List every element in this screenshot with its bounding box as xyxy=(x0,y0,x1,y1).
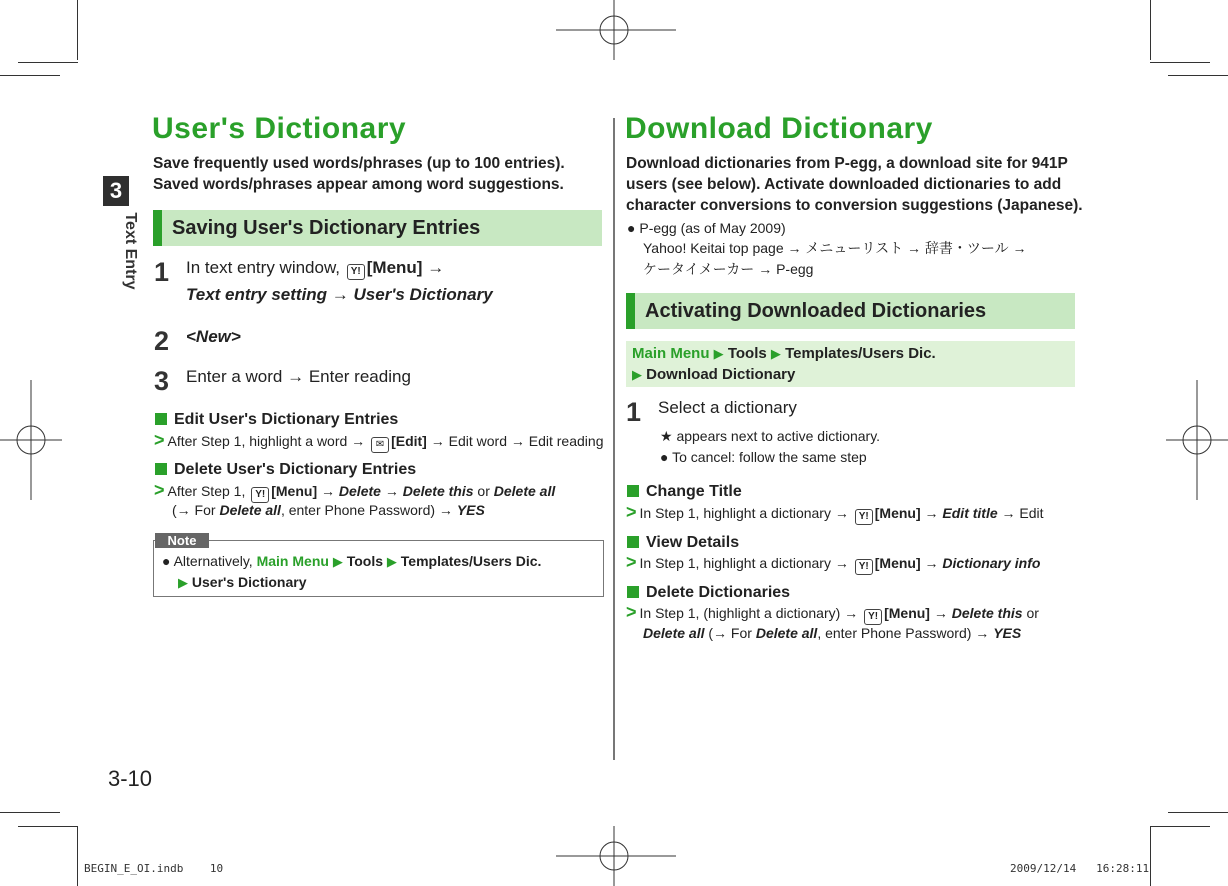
green-square-icon xyxy=(155,463,167,475)
green-square-icon xyxy=(155,413,167,425)
step-1-line-2: Text entry setting → User's Dictionary xyxy=(186,285,493,304)
green-square-icon xyxy=(627,536,639,548)
bullet-icon: ● xyxy=(627,220,636,236)
delete-dictionaries-instruction-line-1: > In Step 1, (highlight a dictionary) → Y! [Menu] → Delete this or xyxy=(626,602,1039,625)
note-line-2: ▶ User's Dictionary xyxy=(178,574,307,590)
page-number: 3-10 xyxy=(108,766,153,791)
subheading-change-title: Change Title xyxy=(627,483,742,501)
subheading-delete-dictionaries: Delete Dictionaries xyxy=(627,584,790,602)
page-title-users-dictionary: User's Dictionary xyxy=(152,112,407,145)
yahoo-key-icon: Y! xyxy=(251,487,269,503)
step-1-line-1: In text entry window, Y! [Menu] → xyxy=(186,258,444,280)
view-details-instruction: > In Step 1, highlight a dictionary → Y! [Menu] → Dictionary info xyxy=(626,552,1040,575)
intro-line-2: Saved words/phrases appear among word suggestions. xyxy=(153,176,564,193)
triangle-right-icon: ▶ xyxy=(178,575,188,590)
yahoo-key-icon: Y! xyxy=(347,264,365,280)
triangle-right-icon: ▶ xyxy=(632,367,642,382)
note-label: Note xyxy=(155,533,209,548)
download-intro-line-2: users (see below). Activate downloaded dictionaries to add xyxy=(626,176,1062,193)
delete-dictionaries-instruction-line-2: Delete all (→ For Delete all, enter Phone Password) → YES xyxy=(643,625,1022,641)
column-divider xyxy=(613,118,615,760)
subheading-edit-entries: Edit User's Dictionary Entries xyxy=(155,411,398,429)
triangle-right-icon: ▶ xyxy=(713,346,724,361)
footer-timestamp: 2009/12/14 16:28:11 xyxy=(1010,862,1150,875)
intro-line-1: Save frequently used words/phrases (up to 100 entries). xyxy=(153,155,565,172)
arrow-marker-icon: > xyxy=(154,480,165,500)
step-number-3: 3 xyxy=(154,366,170,396)
step-number-1: 1 xyxy=(154,257,170,287)
menu-path-line-1: Main Menu ▶ Tools ▶ Templates/Users Dic. xyxy=(632,345,936,362)
arrow-marker-icon: > xyxy=(626,602,637,622)
subheading-delete-entries: Delete User's Dictionary Entries xyxy=(155,461,416,479)
registration-mark-top xyxy=(556,0,676,60)
delete-entries-instruction-line-2: (→ For Delete all, enter Phone Password) → YES xyxy=(172,502,485,518)
download-intro-line-3: character conversions to conversion suggestions (Japanese). xyxy=(626,197,1083,214)
subheading-view-details: View Details xyxy=(627,534,739,552)
bullet-icon: ● xyxy=(660,449,669,465)
triangle-right-icon: ▶ xyxy=(770,346,781,361)
registration-mark-right xyxy=(1166,380,1228,500)
step-2-text: <New> xyxy=(186,327,241,346)
section-header-activating: Activating Downloaded Dictionaries xyxy=(626,293,1075,329)
triangle-right-icon: ▶ xyxy=(386,554,397,569)
green-square-icon xyxy=(627,586,639,598)
dl-step-number-1: 1 xyxy=(626,397,642,427)
dl-step-1-note-2: ● To cancel: follow the same step xyxy=(660,449,867,465)
arrow-marker-icon: > xyxy=(626,502,637,522)
menu-path-bar xyxy=(626,341,1075,387)
dl-step-1-note-1: ★ appears next to active dictionary. xyxy=(660,428,881,444)
yahoo-key-icon: Y! xyxy=(855,509,873,525)
note-line-1: ● Alternatively, Main Menu ▶ Tools ▶ Templates/Users Dic. xyxy=(162,553,542,569)
chapter-number-badge: 3 xyxy=(103,176,129,206)
change-title-instruction: > In Step 1, highlight a dictionary → Y! [Menu] → Edit title → Edit xyxy=(626,502,1044,525)
yahoo-key-icon: Y! xyxy=(855,559,873,575)
mail-key-icon: ✉ xyxy=(371,437,389,453)
page-title-download-dictionary: Download Dictionary xyxy=(625,112,933,145)
dl-step-1-text: Select a dictionary xyxy=(658,398,797,417)
bullet-icon: ● xyxy=(162,553,171,569)
registration-mark-left xyxy=(0,380,62,500)
edit-entries-instruction: > After Step 1, highlight a word → ✉ [Edit] → Edit word → Edit reading xyxy=(154,430,603,453)
step-3-text: Enter a word → Enter reading xyxy=(186,367,411,386)
registration-mark-bottom xyxy=(556,826,676,886)
pegg-line-2: Yahoo! Keitai top page → メニューリスト → 辞書・ツール → xyxy=(643,240,1027,256)
delete-entries-instruction-line-1: > After Step 1, Y! [Menu] → Delete → Delete this or Delete all xyxy=(154,480,555,503)
arrow-marker-icon: > xyxy=(626,552,637,572)
menu-path-line-2: ▶ Download Dictionary xyxy=(632,366,796,383)
footer-file-info: BEGIN_E_OI.indb 10 xyxy=(84,862,224,875)
pegg-line-1: ● P-egg (as of May 2009) xyxy=(627,220,786,236)
download-intro-line-1: Download dictionaries from P-egg, a download site for 941P xyxy=(626,155,1068,172)
section-header-saving: Saving User's Dictionary Entries xyxy=(153,210,602,246)
chapter-label: Text Entry xyxy=(122,212,139,290)
green-square-icon xyxy=(627,485,639,497)
arrow-marker-icon: > xyxy=(154,430,165,450)
triangle-right-icon: ▶ xyxy=(332,554,343,569)
step-number-2: 2 xyxy=(154,326,170,356)
yahoo-key-icon: Y! xyxy=(864,609,882,625)
pegg-line-3: ケータイメーカー → P-egg xyxy=(643,261,814,277)
